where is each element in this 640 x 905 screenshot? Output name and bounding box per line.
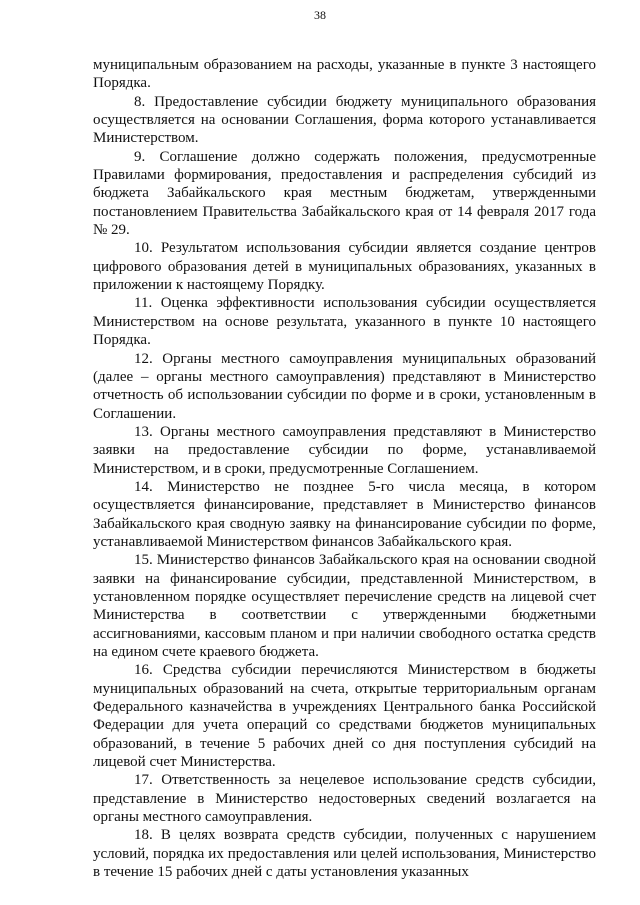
paragraph-14: 14. Министерство не позднее 5-го числа месяца, в котором осуществляется финансирование, представляет в Министерство финансов Забайкальского края сводную заявку на финансирование субсидии по форме, устанавливаемой Министерством финансов Забайкальского края.: [93, 478, 596, 550]
paragraph-18: 18. В целях возврата средств субсидии, полученных с нарушением условий, порядка их предоставления или целей использования, Министерство в течение 15 рабочих дней с даты установления указанных: [93, 827, 596, 881]
paragraph-10: 10. Результатом использования субсидии является создание центров цифрового образования детей в муниципальных образованиях, указанных в приложении к настоящему Порядку.: [93, 240, 596, 294]
paragraph-16: 16. Средства субсидии перечисляются Министерством в бюджеты муниципальных образований на счета, открытые территориальным органам Федерального казначейства в учреждениях Центрального банка Российской Федерации для учета операций со средствами бюджетов муниципальных образований, в течение 5 рабочих дней со дня поступления субсидий на лицевой счет Министерства.: [93, 662, 596, 771]
paragraph-8: 8. Предоставление субсидии бюджету муниципального образования осуществляется на основании Соглашения, форма которого устанавливается Министерством.: [93, 93, 596, 147]
paragraph-13: 13. Органы местного самоуправления представляют в Министерство заявки на предоставление субсидии по форме, устанавливаемой Министерством, и в сроки, предусмотренные Соглашением.: [93, 423, 596, 477]
paragraph-15: 15. Министерство финансов Забайкальского края на основании сводной заявки на финансирование субсидии, представленной Министерством, в установленном порядке осуществляет перечисление средств на лицевой счет Министерства в соответствии с утвержденными бюджетными ассигнованиями, кассовым планом и при наличии свободного остатка средств на едином счете краевого бюджета.: [93, 552, 596, 660]
paragraph-12: 12. Органы местного самоуправления муниципальных образований (далее – органы местного самоуправления) представляют в Министерство отчетность об использовании субсидии по форме и в сроки, установленным в Соглашении.: [93, 350, 596, 422]
document-body: [93, 56, 596, 881]
paragraph-continuation: муниципальным образованием на расходы, указанные в пункте 3 настоящего Порядка.: [93, 57, 596, 92]
paragraph-9: 9. Соглашение должно содержать положения, предусмотренные Правилами формирования, предоставления и распределения субсидий из бюджета Забайкальского края местным бюджетам, утвержденными постановлением Правительства Забайкальского края от 14 февраля 2017 года № 29.: [93, 148, 596, 239]
page-number: 38: [314, 8, 326, 22]
paragraph-11: 11. Оценка эффективности использования субсидии осуществляется Министерством на основе результата, указанного в пункте 10 настоящего Порядка.: [93, 295, 596, 349]
paragraph-17: 17. Ответственность за нецелевое использование средств субсидии, представление в Министерство недостоверных сведений возлагается на органы местного самоуправления.: [93, 772, 596, 826]
